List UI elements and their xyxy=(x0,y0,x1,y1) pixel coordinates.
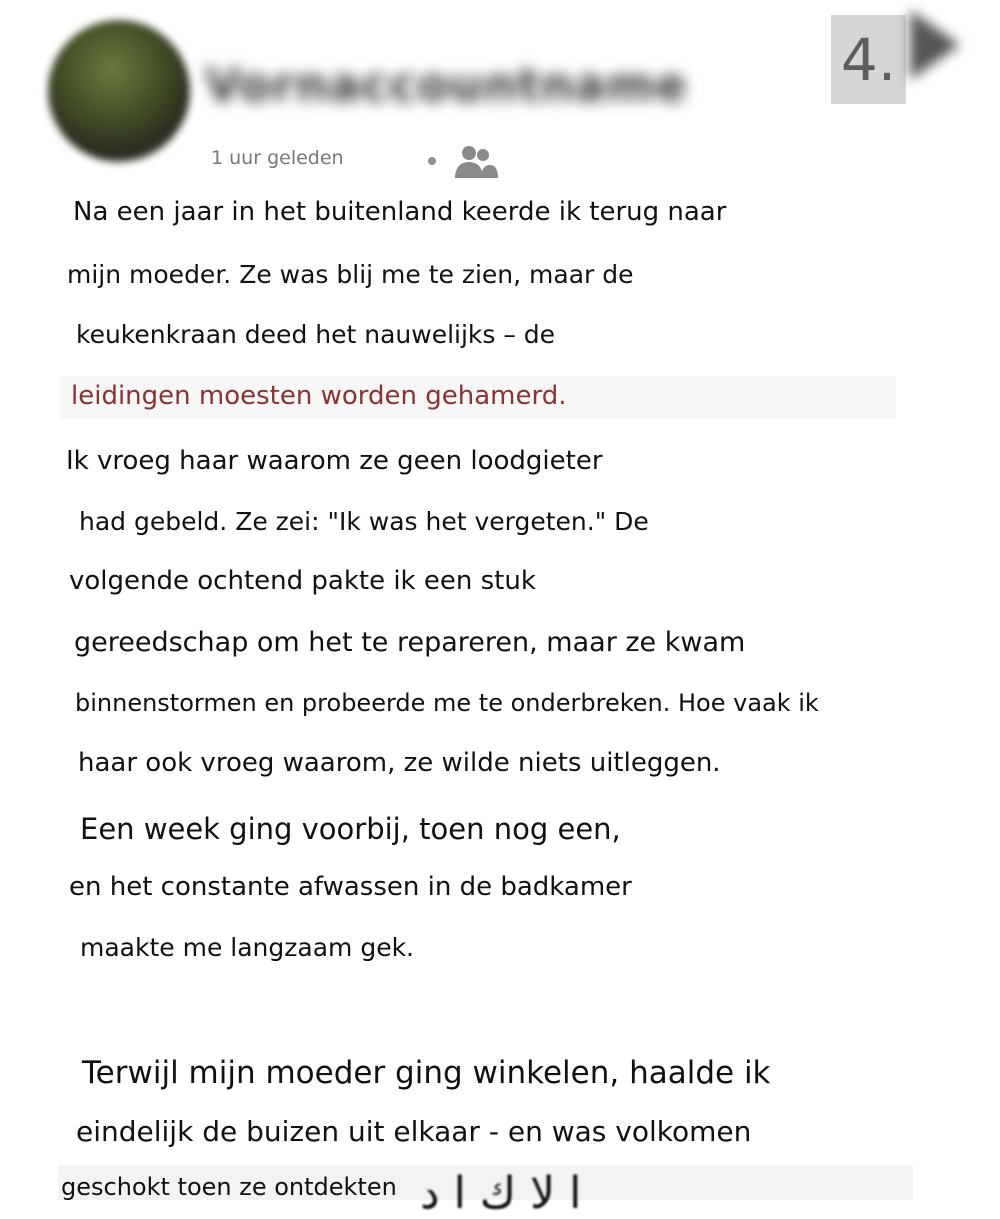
avatar[interactable] xyxy=(48,20,190,162)
post-line: eindelijk de buizen uit elkaar - en was volkomen xyxy=(76,1115,752,1148)
post-timestamp: 1 uur geleden xyxy=(211,147,344,169)
post-line: had gebeld. Ze zei: "Ik was het vergeten." De xyxy=(79,507,649,536)
post-line: binnenstormen en probeerde me te onderbreken. Hoe vaak ik xyxy=(75,689,819,717)
post-line: Na een jaar in het buitenland keerde ik terug naar xyxy=(73,197,727,227)
post-line-highlight: leidingen moesten worden gehamerd. xyxy=(71,381,567,411)
more-icon[interactable] xyxy=(900,0,980,90)
post-line: keukenkraan deed het nauwelijks – de xyxy=(76,320,556,349)
username[interactable]: Vornaccountname xyxy=(205,58,688,112)
overlay-text: ا لا ك ا د xyxy=(420,1168,582,1219)
post-line: Een week ging voorbij, toen nog een, xyxy=(80,812,621,846)
post-line: gereedschap om het te repareren, maar ze kwam xyxy=(74,627,746,658)
post-line: maakte me langzaam gek. xyxy=(80,933,414,962)
post-line: en het constante afwassen in de badkamer xyxy=(69,872,632,902)
post-line: geschokt toen ze ontdekten xyxy=(61,1173,397,1201)
people-icon xyxy=(453,142,498,180)
post-line: haar ook vroeg waarom, ze wilde niets uitleggen. xyxy=(78,748,721,778)
post-line: Ik vroeg haar waarom ze geen loodgieter xyxy=(66,446,603,476)
step-badge: 4. xyxy=(831,15,906,104)
post-line: volgende ochtend pakte ik een stuk xyxy=(69,566,536,596)
post-line: Terwijl mijn moeder ging winkelen, haalde ik xyxy=(82,1055,771,1091)
separator-dot xyxy=(428,157,436,165)
post-line: mijn moeder. Ze was blij me te zien, maar de xyxy=(67,260,634,289)
